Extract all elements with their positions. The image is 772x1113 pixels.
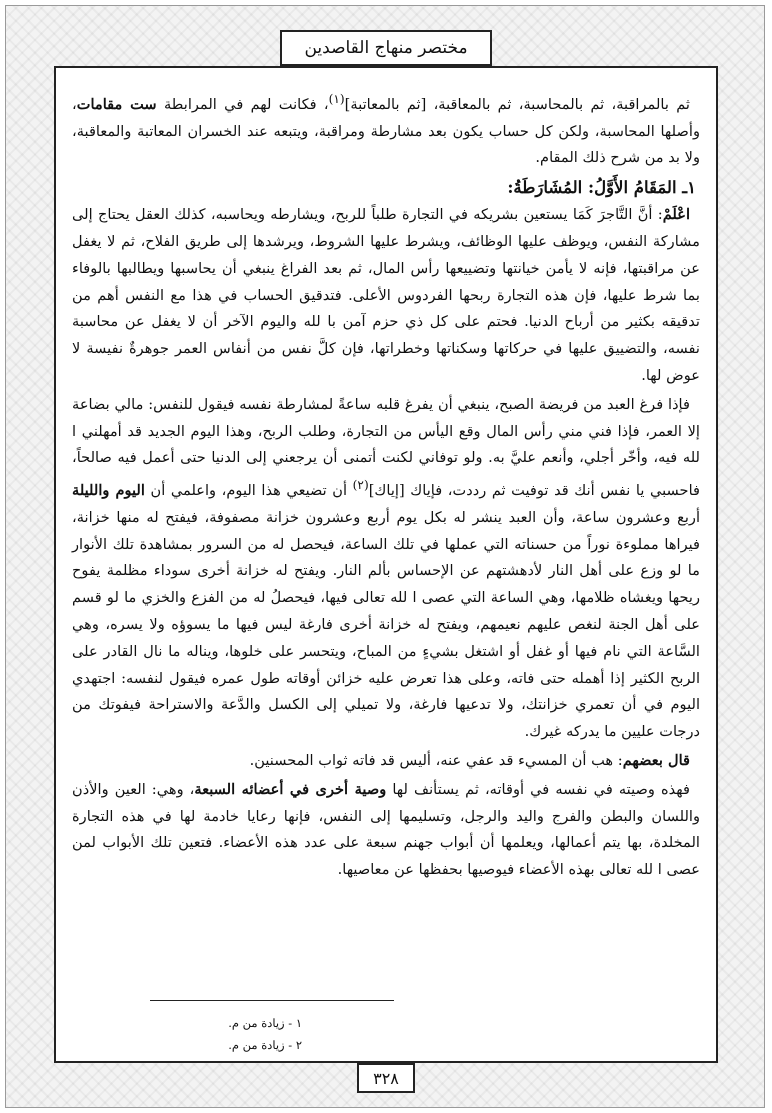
text-run: فإذا فرغ العبد من فريضة الصبح، ينبغي أن يفرغ قلبه ساعةً لمشارطة نفسه فيقول للنفس: مالي بضاعة إلا العمر، فإذا فني مني رأس المال وقع اليأس من التجارة، وطلب الربح، وهذا اليوم الجديد قد أمهلني ا لله فيه، وأخّر أجلي، وأنعم عليَّ به. ولو توفاني لكنت أتمنى أن يرجعني إلى الدنيا حتى أعمل فيه صالحاً، فاحسبي يا نفس أنك قد توفيت ثم رددت، فإياك [إياك] [72, 395, 700, 500]
paragraph-quote [72, 748, 700, 775]
text-run: ، فكانت لهم في المرابطة [156, 95, 329, 113]
text-run: : أنَّ التَّاجرَ كَمَا يستعين بشريكه في التجارة طلباً للربح، ويشارطه ويحاسبه، كذلك العقل يحتاج إلى مشاركة النفس، ويوظف عليها الوظائف، ويشرط عليها الشروط، ويرشدها إلى طريق الفلاح، ثم لا يغفل عن مراقبتها، فإنه لا يأمن خيانتها وتضييعها رأس المال، ثم بعد الفراغ ينبغي أن يحاسبها ويطالبها بالوفاء بما شرط عليها، فإن هذه التجارة ربحها الفردوس الأعلى. فتدقيق الحساب في هذا مع النفس أهم من تدقيقه بكثير من أرباح الدنيا. فحتم على كل ذي حزم آمن با لله واليوم الآخر أن لا يغفل عن محاسبة نفسه، والتضييق عليها في حركاتها وسكناتها وخطراتها، فإن كلَّ نفس من أنفاس العمر جوهرةٌ نفيسة لا عوض لها. [72, 206, 700, 385]
bold-run: قال بعضهم [622, 752, 690, 770]
section-heading: ١ـ المَقَامُ الأَوَّلُ: المُشَارَطَةُ: [507, 178, 696, 198]
text-run: أربع وعشرون ساعة، وأن العبد ينشر له بكل يوم أربع وعشرون خزانة مصفوفة، فيفتح له منها خزانة، فيراها مملوءة نوراً من حسناته التي عملها في تلك الساعة، فيحصل له من السرور بمشاهدة تلك الأنوار ما لو وزع على أهل النار لأدهشتهم عن الإحساس بألم النار. ويفتح له خزانة أخرى سوداء مظلمة يفوح ريحها ويغشاه ظلامها، وهي الساعة التي عصى ا لله تعالى فيها، فيحصلُ له من الفزع والخزي ما لو قسم على أهل الجنة لنغص عليهم نعيمهم، ويفتح له خزانة أخرى فارغة ليس فيها ما يسوؤه ولا يسره، وهي السَّاعة التي نام فيها أو غفل أو اشتغل بشيءٍ من المباح، ويتحسر على خلوها، ويناله ما نال القادر على الربح الكثير إذا أهمله حتى فاته، وعلى هذا تعرض عليه خزائن أوقاته طول عمره فيقول لنفسه: اجتهدي اليوم في أن تعمري خزانتك، ولا تدعيها فارغة، ولا تميلي إلى الكسل والدَّعة والاستراحة فيفوتك من درجات عليين ما يدركه غيرك. [72, 508, 700, 741]
bold-run: ست مقامات [76, 95, 157, 113]
footnote-ref-2: (٢) [352, 478, 369, 493]
text-run: ، وأصلها المحاسبة، ولكن كل حساب يكون بعد مشارطة ومراقبة، ويتبعه عند الخسران المعاتبة والمعاقبة، ولا بد من شرح ذلك المقام. [72, 95, 700, 167]
footnote-1: ١ - زيادة من م. [228, 1016, 302, 1030]
text-run: ثم بالمراقبة، ثم بالمحاسبة، ثم بالمعاقبة، [ثم بالمعاتبة] [344, 95, 690, 113]
paragraph-morning [72, 392, 700, 746]
page-number: ٣٢٨ [373, 1068, 399, 1088]
footnotes [82, 1012, 302, 1056]
text-run: : هب أن المسيء قد عفي عنه، أليس قد فاته ثواب المحسنين. [249, 752, 623, 770]
text-run: أن تضيعي هذا اليوم، واعلمي أن [144, 482, 353, 500]
footnote-2: ٢ - زيادة من م. [228, 1038, 302, 1052]
bold-run: وصية أخرى في أعضائه السبعة [194, 780, 387, 798]
paragraph-organs [72, 777, 700, 884]
bold-run: اعْلَمْ [662, 206, 690, 224]
text-run: ، وهي: العين والأذن واللسان والبطن والفرج واليد والرجل، وتسليمها إلى النفس، فإنها رعايا خادمة لها في هذه التجارة المخلدة، بها يتم أعمالها، ويعلمها أن أبواب جهنم سبعة على عدد هذه الأعضاء. فتعين تلك الأبواب لمن عصى ا لله تعالى بهذه الأعضاء فيوصيها بحفظها عن معاصيها. [72, 780, 700, 879]
bold-run: اليوم والليلة [72, 482, 145, 500]
page-number-box [357, 1063, 415, 1093]
paragraph-mushartah [72, 202, 700, 390]
running-header [280, 30, 492, 66]
main-text-panel [54, 66, 718, 1063]
book-title: مختصر منهاج القاصدين [304, 38, 468, 58]
footnote-separator [150, 1000, 394, 1001]
footnote-ref-1: (١) [328, 92, 345, 106]
paragraph-intro [72, 86, 700, 172]
text-run: فهذه وصيته في نفسه في أوقاته، ثم يستأنف لها [386, 780, 690, 798]
